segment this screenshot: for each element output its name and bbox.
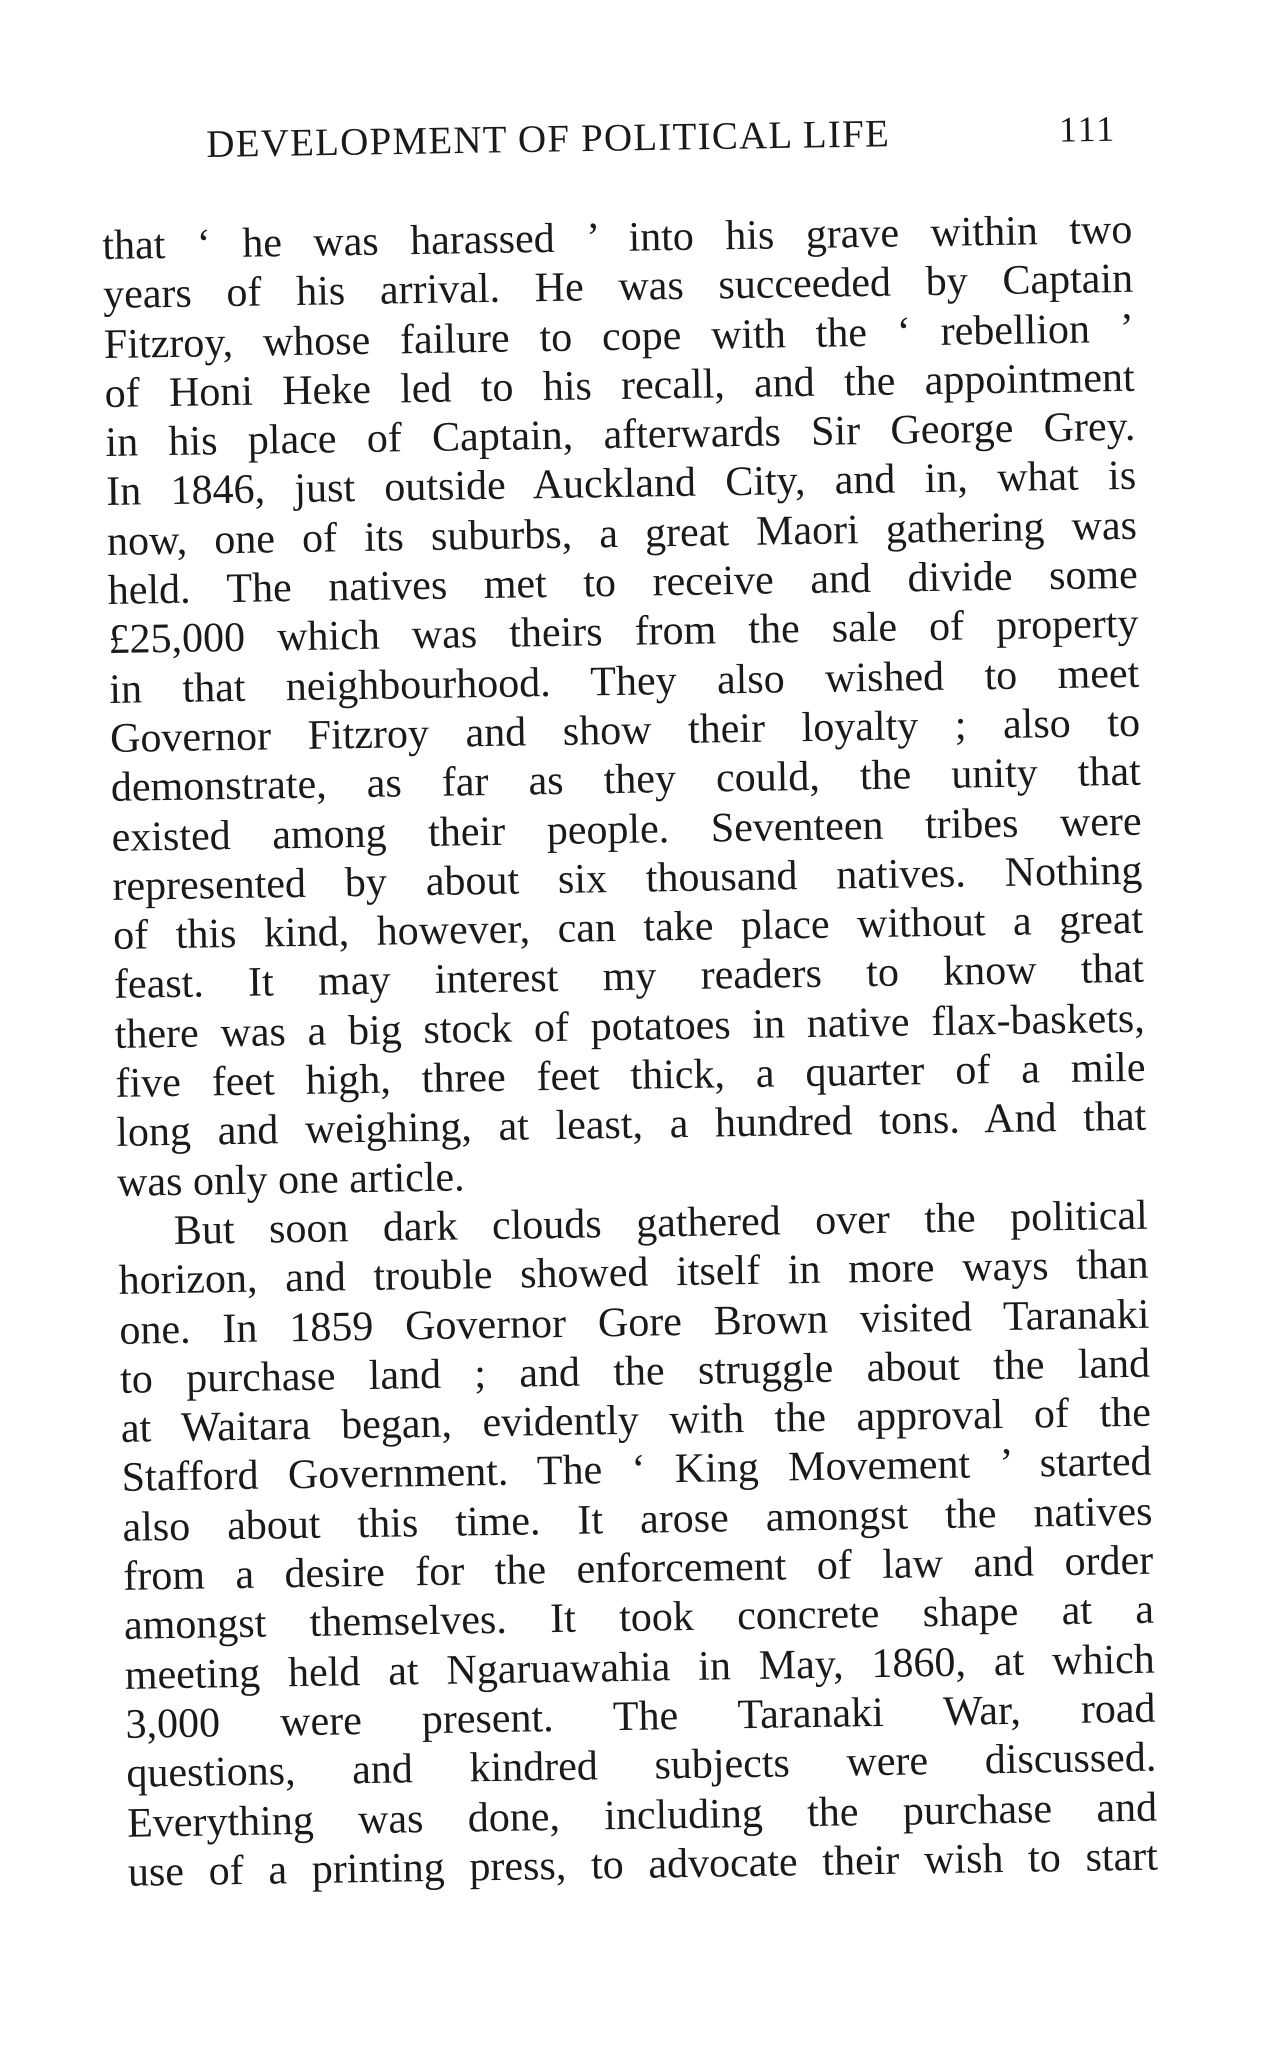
text-line: represented by about six thousand natives. Nothing (112, 847, 1143, 910)
text-line: demonstrate, as far as they could, the unity that (110, 749, 1142, 812)
text-line: five feet high, three feet thick, a quarter of a mile (115, 1044, 1146, 1107)
text-line: of this kind, however, can take place without a great (112, 896, 1144, 960)
text-line: 3,000 were present. The Taranaki War, road (125, 1685, 1156, 1748)
text-line: there was a big stock of potatoes in native flax-baskets, (114, 995, 1146, 1058)
text-line: feast. It may interest my readers to know that (113, 946, 1145, 1009)
text-line: Everything was done, including the purchase and (126, 1784, 1158, 1847)
text-line: one. In 1859 Governor Gore Brown visited Taranaki (119, 1291, 1150, 1354)
running-head (206, 108, 1117, 182)
text-line: existed among their people. Seventeen tribes were (111, 798, 1142, 861)
text-line: long and weighing, at least, a hundred tons. And that (115, 1094, 1147, 1157)
text-line: from a desire for the enforcement of law and order (122, 1537, 1154, 1600)
text-line: amongst themselves. It took concrete shape at a (123, 1586, 1155, 1650)
running-title: DEVELOPMENT OF POLITICAL LIFE (206, 112, 891, 166)
body-text (102, 206, 1158, 1898)
text-line: now, one of its suburbs, a great Maori gathering was (106, 502, 1138, 565)
text-line: of Honi Heke led to his recall, and the appointment (104, 354, 1135, 417)
text-line: £25,000 which was theirs from the sale of property (108, 601, 1139, 664)
paragraph-2 (117, 1192, 1158, 1898)
text-line: horizon, and trouble showed itself in more ways than (118, 1241, 1149, 1305)
text-line: held. The natives met to receive and divide some (107, 551, 1139, 615)
paragraph-1 (102, 206, 1147, 1208)
text-line: But soon dark clouds gathered over the political (173, 1192, 1149, 1254)
text-line: Governor Fitzroy and show their loyalty ; also to (109, 699, 1141, 762)
text-line: at Waitara began, evidently with the approval of the (120, 1389, 1152, 1452)
text-line: use of a printing press, to advocate their wish to start (127, 1833, 1159, 1896)
text-line: that ‘ he was harassed ’ into his grave within two (102, 206, 1133, 269)
text-line: in his place of Captain, afterwards Sir George Grey. (105, 403, 1136, 467)
text-line: was only one article. (116, 1154, 465, 1206)
text-line: Fitzroy, whose failure to cope with the ‘ rebellion ’ (103, 305, 1135, 368)
text-line: In 1846, just outside Auckland City, and in, what is (105, 453, 1137, 516)
text-line: to purchase land ; and the struggle about the land (119, 1340, 1151, 1403)
text-line: Stafford Government. The ‘ King Movement ’ started (121, 1439, 1152, 1502)
text-line: years of his arrival. He was succeeded by Captain (102, 256, 1134, 319)
text-line: questions, and kindred subjects were discussed. (126, 1734, 1157, 1798)
page-number: 111 (1058, 108, 1117, 150)
text-line: meeting held at Ngaruawahia in May, 1860, at which (124, 1636, 1156, 1699)
text-line: also about this time. It arose amongst the natives (122, 1488, 1153, 1551)
text-line: in that neighbourhood. They also wished to meet (108, 650, 1140, 713)
